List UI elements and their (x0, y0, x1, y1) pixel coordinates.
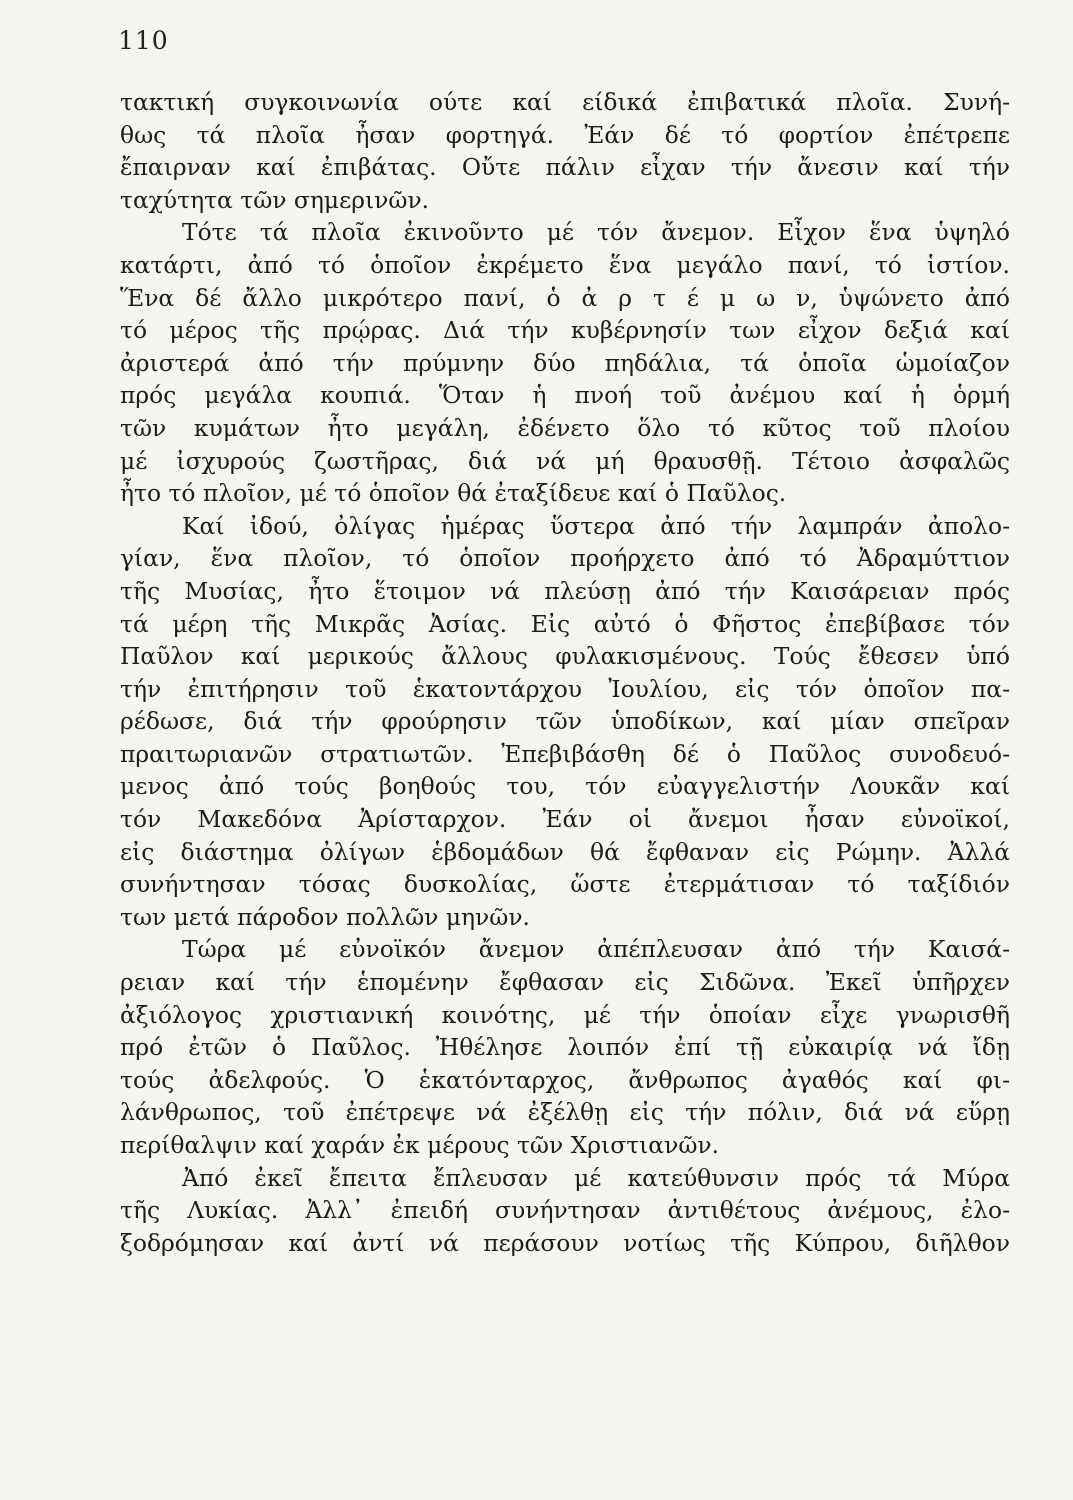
text-line: ἀριστερά ἀπό τήν πρύμνην δύο πηδάλια, τά ὁποῖα ὡμοίαζον (120, 348, 1010, 377)
text-line: ἀξιόλογος χριστιανική κοινότης, μέ τήν ὁποίαν εἶχε γνωρισθῆ (120, 1000, 1010, 1029)
text-line: κατάρτι, ἀπό τό ὁποῖον ἐκρέμετο ἕνα μεγάλο πανί, τό ἱστίον. (120, 250, 1010, 279)
text-line: τό μέρος τῆς πρῴρας. Διά τήν κυβέρνησίν των εἶχον δεξιά καί (120, 316, 1010, 345)
text-line: τῆς Λυκίας. Ἀλλ᾽ ἐπειδή συνήντησαν ἀντιθέτους ἀνέμους, ἐλο- (120, 1196, 1010, 1225)
text-line: ρειαν καί τήν ἑπομένην ἔφθασαν εἰς Σιδῶνα. Ἐκεῖ ὑπῆρχεν (120, 968, 1010, 997)
text-line: τήν ἐπιτήρησιν τοῦ ἑκατοντάρχου Ἰουλίου, εἰς τόν ὁποῖον πα- (120, 674, 1010, 703)
text-line: συνήντησαν τόσας δυσκολίας, ὥστε ἐτερμάτισαν τό ταξίδιόν (120, 870, 1010, 899)
text-line: Ἕνα δέ ἄλλο μικρότερο πανί, ὁ ἀ ρ τ έ μ ω ν, ὑψώνετο ἀπό (120, 283, 1010, 312)
text-line: των μετά πάροδον πολλῶν μηνῶν. (120, 902, 530, 931)
text-line: εἰς διάστημα ὀλίγων ἑβδομάδων θά ἔφθαναν εἰς Ρώμην. Ἀλλά (120, 837, 1010, 866)
text-line: ἦτο τό πλοῖον, μέ τό ὁποῖον θά ἐταξίδευε καί ὁ Παῦλος. (120, 479, 787, 508)
text-line: Τότε τά πλοῖα ἐκινοῦντο μέ τόν ἄνεμον. Εἶχον ἕνα ὑψηλό (182, 218, 1010, 247)
text-line: ξοδρόμησαν καί ἀντί νά περάσουν νοτίως τῆς Κύπρου, διῆλθον (120, 1228, 1010, 1257)
text-line: πρός μεγάλα κουπιά. Ὅταν ἡ πνοή τοῦ ἀνέμου καί ἡ ὁρμή (120, 381, 1010, 410)
text-line: περίθαλψιν καί χαράν ἐκ μέρους τῶν Χριστιανῶν. (120, 1131, 720, 1159)
text-line: τούς ἀδελφούς. Ὁ ἑκατόνταρχος, ἄνθρωπος ἀγαθός καί φι- (120, 1065, 1010, 1094)
text-line: Ἀπό ἐκεῖ ἔπειτα ἔπλευσαν μέ κατεύθυνσιν πρός τά Μύρα (182, 1163, 1010, 1192)
text-line: τακτική συγκοινωνία ούτε καί είδικά ἐπιβατικά πλοῖα. Συνή- (120, 88, 1010, 116)
text-line: ἔπαιρναν καί ἐπιβάτας. Οὔτε πάλιν εἶχαν τήν ἄνεσιν καί τήν (120, 153, 1010, 182)
page-number: 110 (118, 26, 169, 55)
text-line: μενος ἀπό τούς βοηθούς του, τόν εὐαγγελιστήν Λουκᾶν καί (120, 772, 1010, 801)
text-line: Καί ἰδού, ὀλίγας ἡμέρας ὕστερα ἀπό τήν λαμπράν ἀπολο- (182, 511, 1010, 540)
text-line: τῆς Μυσίας, ἦτο ἕτοιμον νά πλεύσῃ ἀπό τήν Καισάρειαν πρός (120, 576, 1010, 605)
text-line: θως τά πλοῖα ἦσαν φορτηγά. Ἐάν δέ τό φορτίον ἐπέτρεπε (120, 120, 1010, 149)
text-line: ταχύτητα τῶν σημερινῶν. (120, 185, 430, 214)
text-line: μέ ἰσχυρούς ζωστῆρας, διά νά μή θραυσθῇ. Τέτοιο ἀσφαλῶς (120, 446, 1010, 475)
text-line: γίαν, ἕνα πλοῖον, τό ὁποῖον προήρχετο ἀπό τό Ἀδραμύττιον (120, 544, 1010, 573)
text-line: τῶν κυμάτων ἦτο μεγάλη, ἐδένετο ὅλο τό κῦτος τοῦ πλοίου (120, 413, 1010, 442)
text-line: ρέδωσε, διά τήν φρούρησιν τῶν ὑποδίκων, καί μίαν σπεῖραν (120, 707, 1010, 736)
text-line: πραιτωριανῶν στρατιωτῶν. Ἐπεβιβάσθη δέ ὁ Παῦλος συνοδευό- (120, 739, 1010, 768)
text-line: τόν Μακεδόνα Ἀρίσταρχον. Ἐάν οἱ ἄνεμοι ἦσαν εὐνοϊκοί, (120, 805, 1010, 834)
body-text (120, 86, 1010, 1259)
text-line: πρό ἐτῶν ὁ Παῦλος. Ἠθέλησε λοιπόν ἐπί τῇ εὐκαιρίᾳ νά ἴδῃ (120, 1033, 1010, 1062)
text-line: λάνθρωπος, τοῦ ἐπέτρεψε νά ἐξέλθῃ εἰς τήν πόλιν, διά νά εὕρῃ (120, 1098, 1010, 1127)
text-line: Τώρα μέ εὐνοϊκόν ἄνεμον ἀπέπλευσαν ἀπό τήν Καισά- (182, 935, 1010, 964)
text-line: τά μέρη τῆς Μικρᾶς Ἀσίας. Εἰς αὐτό ὁ Φῆστος ἐπεβίβασε τόν (120, 609, 1010, 638)
text-line: Παῦλον καί μερικούς ἄλλους φυλακισμένους. Τούς ἔθεσεν ὑπό (120, 642, 1010, 671)
